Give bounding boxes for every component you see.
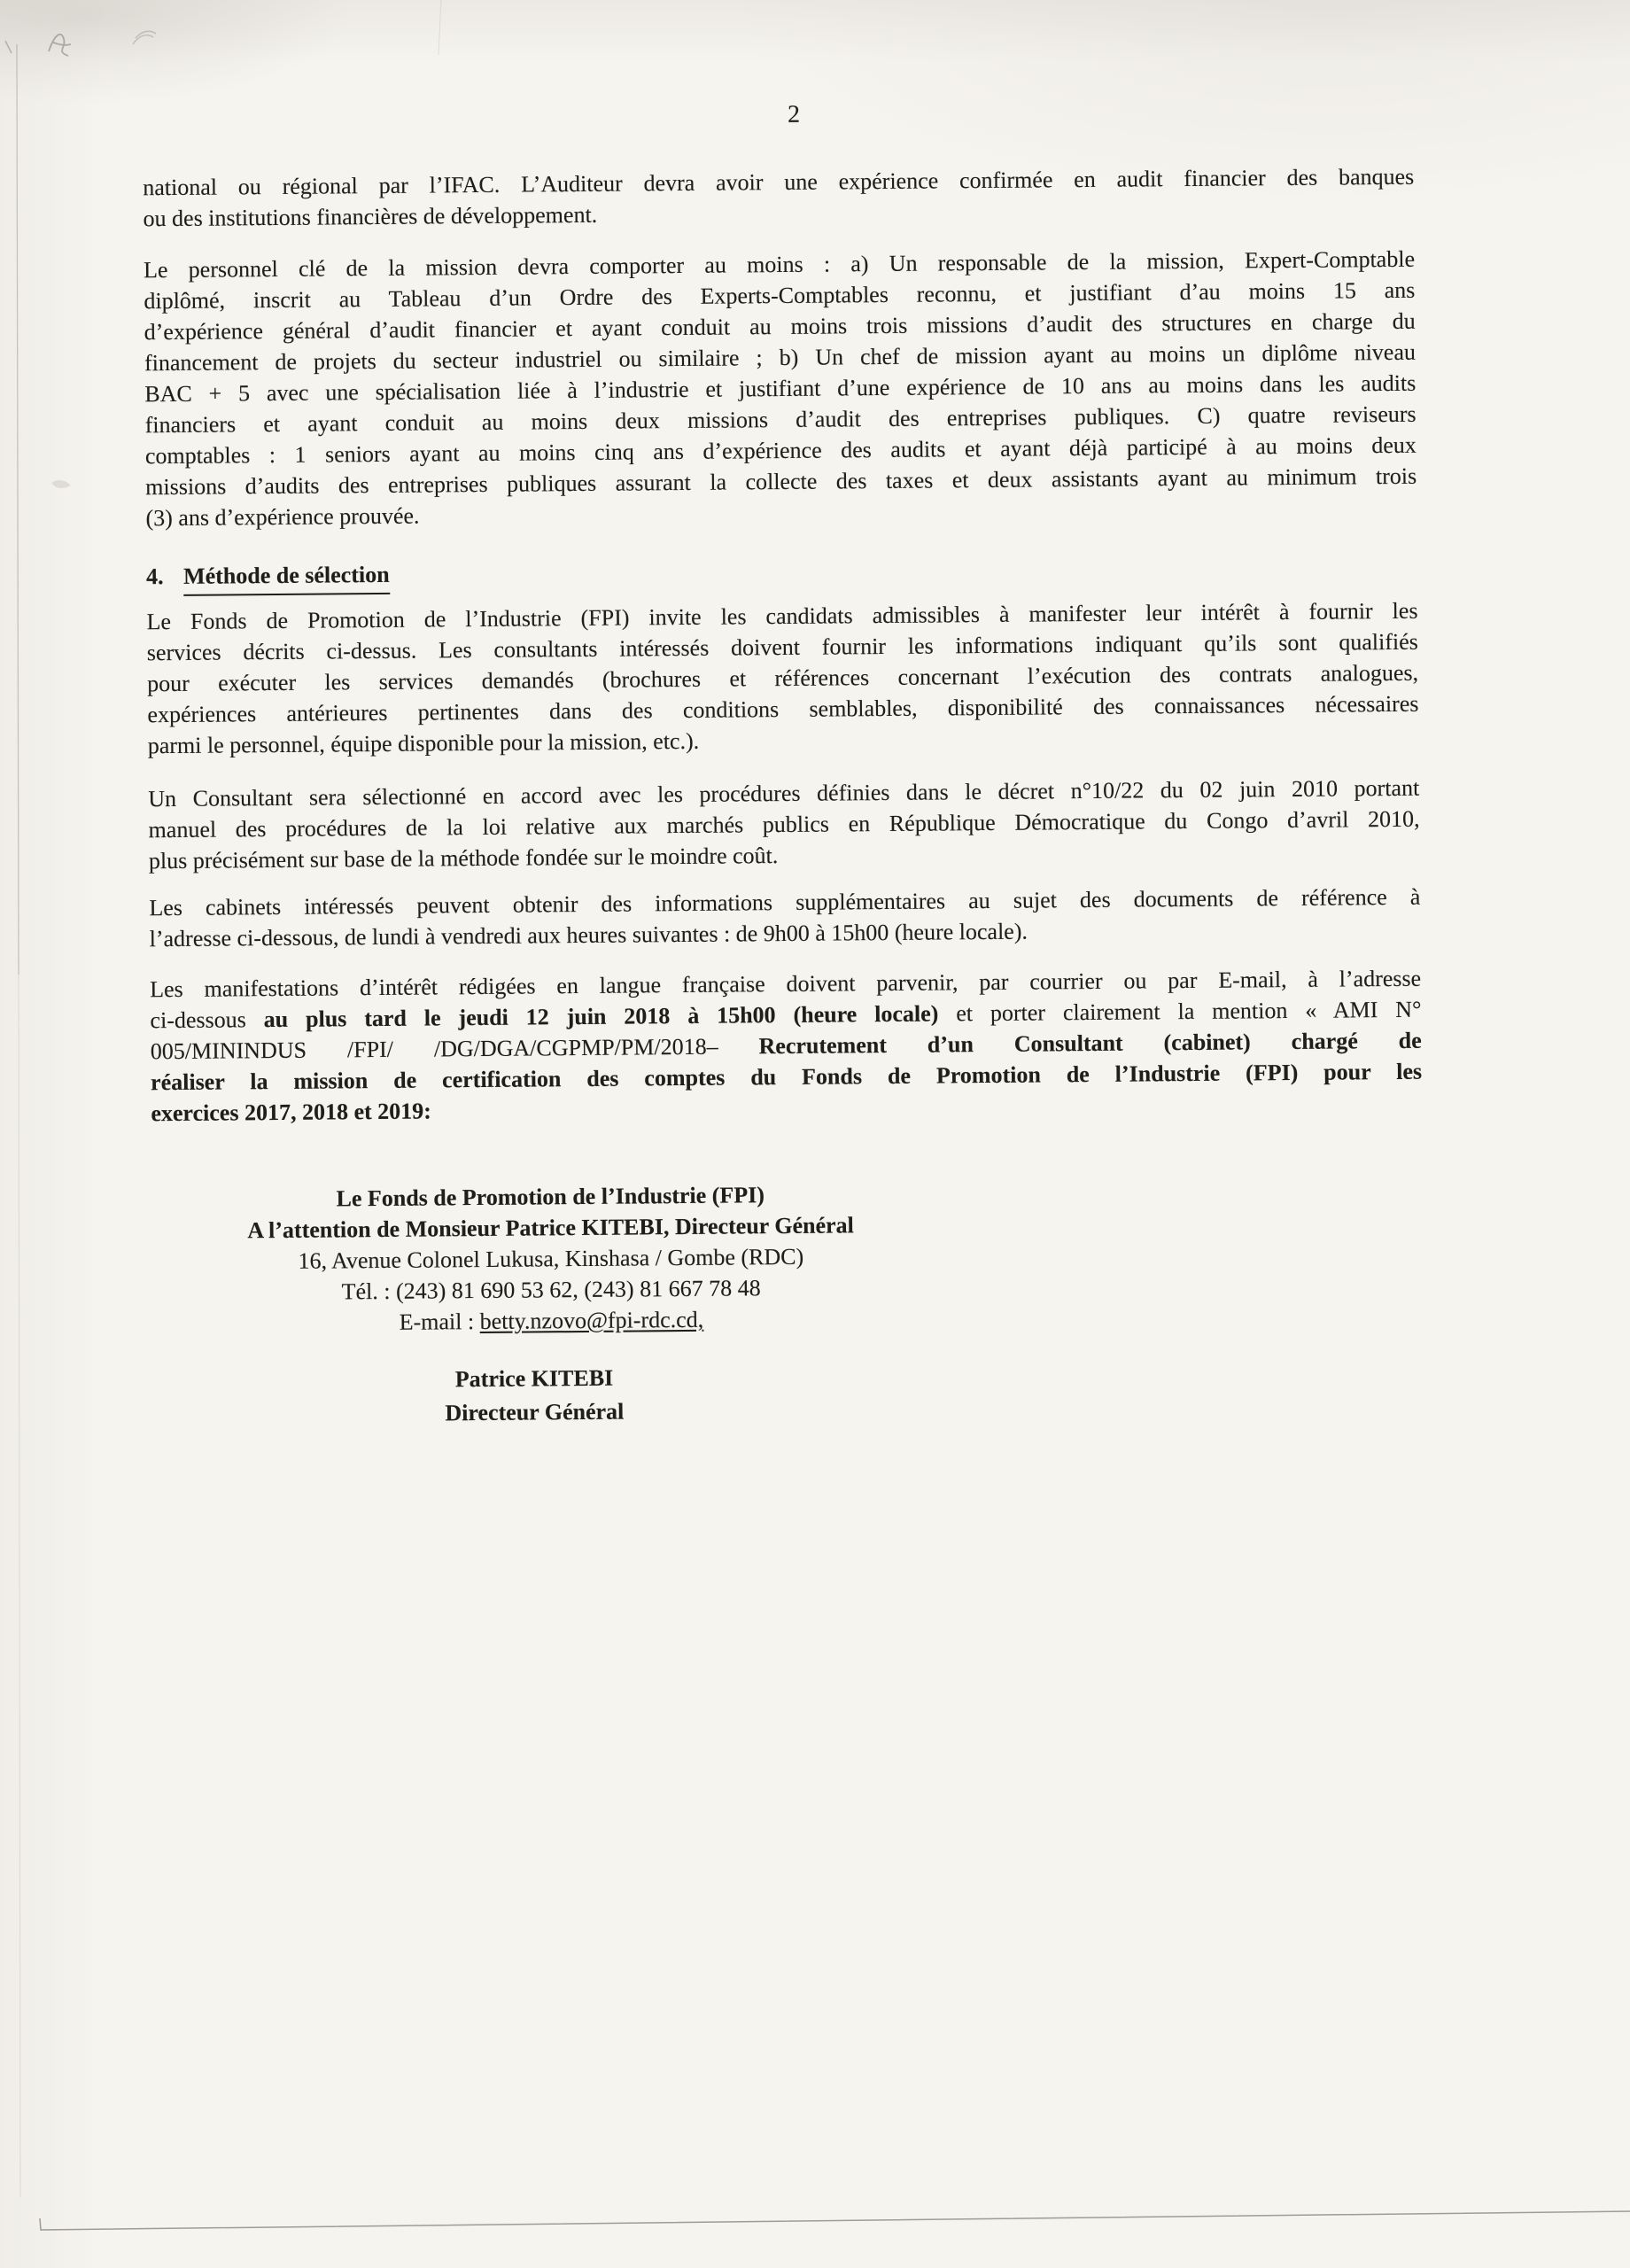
text-line bbox=[152, 1301, 950, 1340]
text-segment: pour exécuter les services demandés (brochures et références concernant l’exécution des contrats analogues, bbox=[147, 659, 1419, 697]
text-segment: Patrice KITEBI bbox=[454, 1364, 614, 1393]
text-segment: 16, Avenue Colonel Lukusa, Kinshasa / Gombe (RDC) bbox=[298, 1243, 804, 1274]
text-segment: Le Fonds de Promotion de l’Industrie (FPI) invite les candidats admissibles à manifester leur intérêt à fournir les bbox=[146, 597, 1418, 635]
text-segment: expériences antérieures pertinentes dans des conditions semblables, disponibilité des connaissances nécessaires bbox=[147, 690, 1419, 728]
document-content bbox=[142, 92, 1424, 1433]
text-segment: d’expérience général d’audit financier et ayant conduit au moins trois missions d’audit des structures en charge du bbox=[144, 307, 1416, 346]
text-segment: BAC + 5 avec une spécialisation liée à l’industrie et justifiant d’une expérience de 10 ans au moins dans les audits bbox=[144, 369, 1417, 408]
text-segment: services décrits ci-dessus. Les consultants intéressés doivent fournir les informations indiquant qu’ils sont qualifiés bbox=[146, 628, 1418, 666]
paragraph-auditor-experience bbox=[143, 161, 1415, 235]
text-segment: parmi le personnel, équipe disponible pour la mission, etc.). bbox=[147, 727, 700, 759]
text-segment: missions d’audits des entreprises publiques assurant la collecte des taxes et deux assistants ayant au minimum trois bbox=[145, 462, 1417, 501]
signature-block bbox=[153, 1359, 916, 1433]
text-segment: national ou régional par l’IFAC. L’Auditeur devra avoir une expérience confirmée en audit financier des banques bbox=[143, 163, 1415, 201]
text-segment: Tél. : (243) 81 690 53 62, (243) 81 667 78 48 bbox=[341, 1275, 761, 1305]
email-address: betty.nzovo@fpi-rdc.cd, bbox=[479, 1306, 704, 1335]
text-segment: 005/MININDUS /FPI/ /DG/DGA/CGPMP/PM/2018– bbox=[150, 1033, 759, 1065]
text-segment: manuel des procédures de la loi relative aux marchés publics en République Démocratique du Congo d’avril 2010, bbox=[148, 805, 1420, 843]
text-segment: l’adresse ci-dessous, de lundi à vendredi aux heures suivantes : de 9h00 à 15h00 (heure locale). bbox=[149, 918, 1028, 952]
text-line bbox=[153, 1393, 915, 1433]
page-edge-line-left bbox=[17, 44, 19, 975]
page-edge-line-bottom bbox=[40, 2211, 1630, 2230]
text-segment: Le personnel clé de la mission devra comporter au moins : a) Un responsable de la mission, Expert-Comptable bbox=[143, 245, 1416, 284]
heading-title: Méthode de sélection bbox=[183, 558, 390, 596]
text-segment: et porter clairement la mention « AMI N° bbox=[938, 996, 1422, 1027]
text-segment: réaliser la mission de certification des comptes du Fonds de Promotion de l’Industrie (FPI) pour les bbox=[150, 1058, 1423, 1096]
text-segment: au plus tard le jeudi 12 juin 2018 à 15h00 (heure locale) bbox=[263, 1000, 939, 1033]
crease-line bbox=[439, 0, 441, 55]
text-segment: Les manifestations d’intérêt rédigées en langue française doivent parvenir, par courrier ou par E-mail, à l’adresse bbox=[150, 965, 1422, 1003]
text-segment: plus précisément sur base de la méthode fondée sur le moindre coût. bbox=[148, 843, 779, 874]
heading-number: 4. bbox=[145, 563, 164, 590]
page-edge-line-left-lower bbox=[19, 975, 20, 2197]
text-segment: (3) ans d’expérience prouvée. bbox=[145, 502, 420, 532]
text-segment: A l’attention de Monsieur Patrice KITEBI, Directeur Général bbox=[247, 1212, 854, 1244]
faint-smudge bbox=[51, 480, 71, 488]
address-block bbox=[151, 1177, 950, 1340]
paragraph-key-personnel bbox=[144, 244, 1417, 534]
section-heading-methode-de-selection bbox=[146, 549, 1417, 594]
document-body bbox=[143, 161, 1424, 1433]
paragraph-selection-procedure bbox=[148, 773, 1420, 877]
text-segment: Directeur Général bbox=[445, 1398, 625, 1426]
text-segment: Le Fonds de Promotion de l’Industrie (FPI) bbox=[336, 1182, 765, 1212]
text-segment: Les cabinets intéressés peuvent obtenir des informations supplémentaires au sujet des documents de référence à bbox=[149, 883, 1421, 921]
text-segment: exercices 2017, 2018 et 2019: bbox=[151, 1098, 431, 1127]
text-segment: financiers et ayant conduit au moins deux missions d’audit des entreprises publiques. C) quatre reviseurs bbox=[144, 400, 1417, 439]
text-segment: Recrutement d’un Consultant (cabinet) chargé de bbox=[758, 1027, 1422, 1060]
text-segment: ci-dessous bbox=[150, 1006, 264, 1034]
text-segment: ou des institutions financières de développement. bbox=[143, 201, 598, 232]
pencil-tick-mark bbox=[5, 41, 12, 53]
pencil-smudge-mark-2 bbox=[133, 31, 156, 44]
text-segment: E-mail : bbox=[399, 1309, 480, 1335]
text-segment: Un Consultant sera sélectionné en accord avec les procédures définies dans le décret n°10/22 du 02 juin 2010 portant bbox=[148, 774, 1420, 812]
text-segment: diplômé, inscrit au Tableau d’un Ordre des Experts-Comptables reconnu, et justifiant d’au moins 15 ans bbox=[144, 276, 1416, 315]
paragraph-invitation bbox=[146, 595, 1418, 762]
pencil-smudge-mark bbox=[49, 35, 71, 56]
page-number: 2 bbox=[787, 100, 801, 128]
paragraph-additional-information bbox=[149, 882, 1421, 955]
text-segment: financement de projets du secteur industriel ou similaire ; b) Un chef de mission ayant au moins un diplôme niveau bbox=[144, 338, 1417, 377]
text-segment: comptables : 1 seniors ayant au moins cinq ans d’expérience des audits et ayant déjà participé à au moins deux bbox=[144, 431, 1417, 470]
paragraph-submission-deadline bbox=[150, 963, 1422, 1130]
